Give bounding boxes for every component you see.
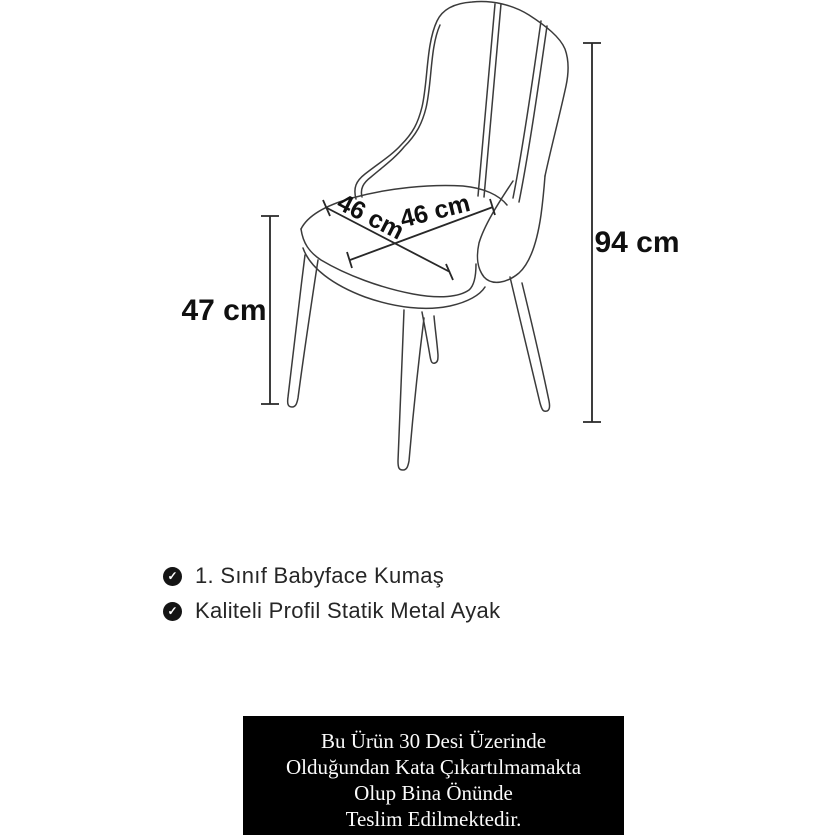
chair-rear-right-leg [510,277,550,411]
feature-fabric-label: 1. Sınıf Babyface Kumaş [195,563,445,588]
chair-right-seam-line [513,21,547,202]
delivery-notice-line: Bu Ürün 30 Desi Üzerinde [320,729,547,753]
delivery-notice-line: Olduğundan Kata Çıkartılmamakta [285,755,582,779]
dimension-lines [261,43,601,422]
chair-seat-base-rim [303,248,485,308]
seat-width-label: 46 cm [397,189,473,234]
delivery-notice-line: Teslim Edilmektedir. [345,807,522,831]
list-item [163,563,500,589]
check-icon: ✓ [163,602,182,621]
seat-height-label: 47 cm [181,294,267,327]
check-icon: ✓ [163,567,182,586]
total-height-label: 94 cm [594,226,680,259]
feature-list [163,563,500,633]
chair-front-right-leg [398,310,424,470]
chair-front-left-leg [288,255,318,407]
chair-center-seam-line [478,4,501,197]
delivery-notice [243,716,624,835]
chair-line-drawing [288,2,568,470]
seat-depth-label: 46 cm [332,188,409,246]
list-item [163,598,500,624]
delivery-notice-line: Olup Bina Önünde [354,781,513,805]
feature-leg-label: Kaliteli Profil Statik Metal Ayak [195,598,501,623]
chair-left-piping-line [361,25,440,197]
